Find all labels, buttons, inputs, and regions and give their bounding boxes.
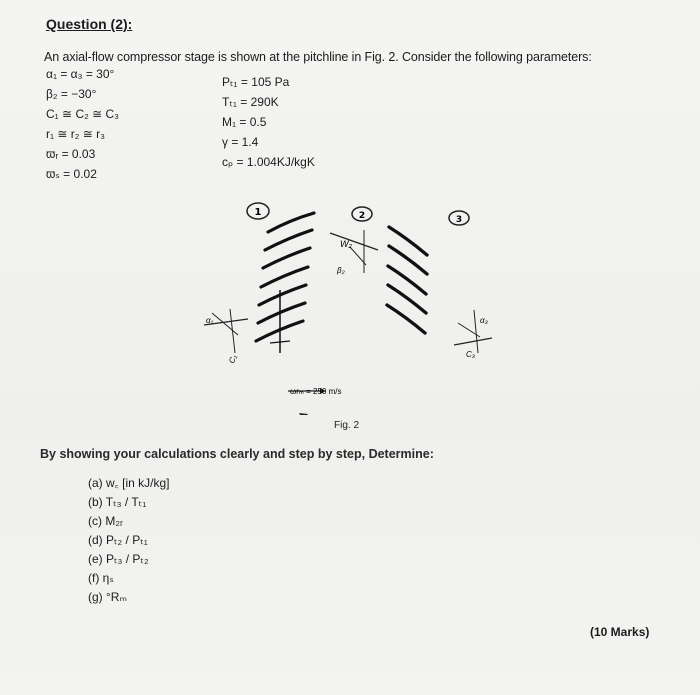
task-item-e: (e) Pₜ₃ / Pₜ₂	[88, 552, 149, 566]
svg-text:1: 1	[254, 207, 262, 218]
caption-marker-icon	[299, 413, 308, 415]
parameter-tt1: Tₜ₁ = 290K	[222, 95, 279, 109]
question-intro: An axial-flow compressor stage is shown at the pitchline in Fig. 2. Consider the following parameters:	[44, 50, 592, 64]
rotor-blade-row	[256, 213, 314, 341]
inlet-velocity-triangle	[204, 309, 248, 365]
parameter-m1: M₁ = 0.5	[222, 115, 267, 129]
parameter-gamma: γ = 1.4	[222, 135, 259, 149]
parameters-right-list	[222, 72, 315, 172]
station-1-marker	[247, 203, 269, 219]
task-item-a: (a) w꜀ [in kJ/kg]	[88, 476, 170, 490]
task-item-b: (b) Tₜ₃ / Tₜ₁	[88, 495, 147, 509]
label-w2: W₂	[340, 239, 352, 249]
question-title: Question (2):	[46, 16, 133, 32]
parameter-stator-loss: ϖₛ = 0.02	[46, 167, 97, 181]
blade-speed-arrow	[288, 387, 341, 396]
parameter-velocities: C₁ ≅ C₂ ≅ C₃	[46, 107, 120, 121]
label-c3: C₃	[466, 350, 475, 359]
station-2-marker	[352, 207, 372, 221]
parameters-left-list	[46, 64, 119, 184]
svg-text:2: 2	[358, 211, 366, 221]
compressor-stage-figure	[190, 195, 510, 415]
label-alpha3: α₃	[480, 316, 488, 325]
label-beta2: β₂	[337, 266, 345, 275]
instruction-text: By showing your calculations clearly and step by step, Determine:	[40, 447, 434, 461]
svg-text:3: 3	[455, 215, 463, 225]
exit-rotor-velocity-triangle	[330, 230, 378, 275]
task-item-f: (f) ηₛ	[88, 571, 114, 585]
marks-label: (10 Marks)	[590, 625, 650, 639]
outlet-velocity-triangle	[454, 310, 492, 359]
parameter-rotor-loss: ϖᵣ = 0.03	[46, 147, 96, 161]
label-c1: C₁	[227, 353, 239, 365]
station-3-marker	[449, 211, 469, 225]
parameter-alpha: α₁ = α₃ = 30°	[46, 67, 115, 81]
parameter-cp: cₚ = 1.004KJ/kgK	[222, 155, 315, 169]
task-item-g: (g) °Rₘ	[88, 590, 127, 604]
task-item-c: (c) M₂ᵣ	[88, 514, 123, 528]
parameter-beta2: β₂ = −30°	[46, 87, 97, 101]
task-list	[88, 474, 170, 607]
figure-caption: Fig. 2	[334, 420, 360, 431]
label-blade-speed: ωrₘ = 250 m/s	[290, 387, 342, 396]
parameter-radii: r₁ ≅ r₂ ≅ r₃	[46, 127, 106, 141]
stator-blade-row	[387, 227, 427, 333]
task-item-d: (d) Pₜ₂ / Pₜ₁	[88, 533, 148, 547]
parameter-pt1: Pₜ₁ = 105 Pa	[222, 75, 290, 89]
label-alpha1: α₁	[206, 316, 214, 325]
